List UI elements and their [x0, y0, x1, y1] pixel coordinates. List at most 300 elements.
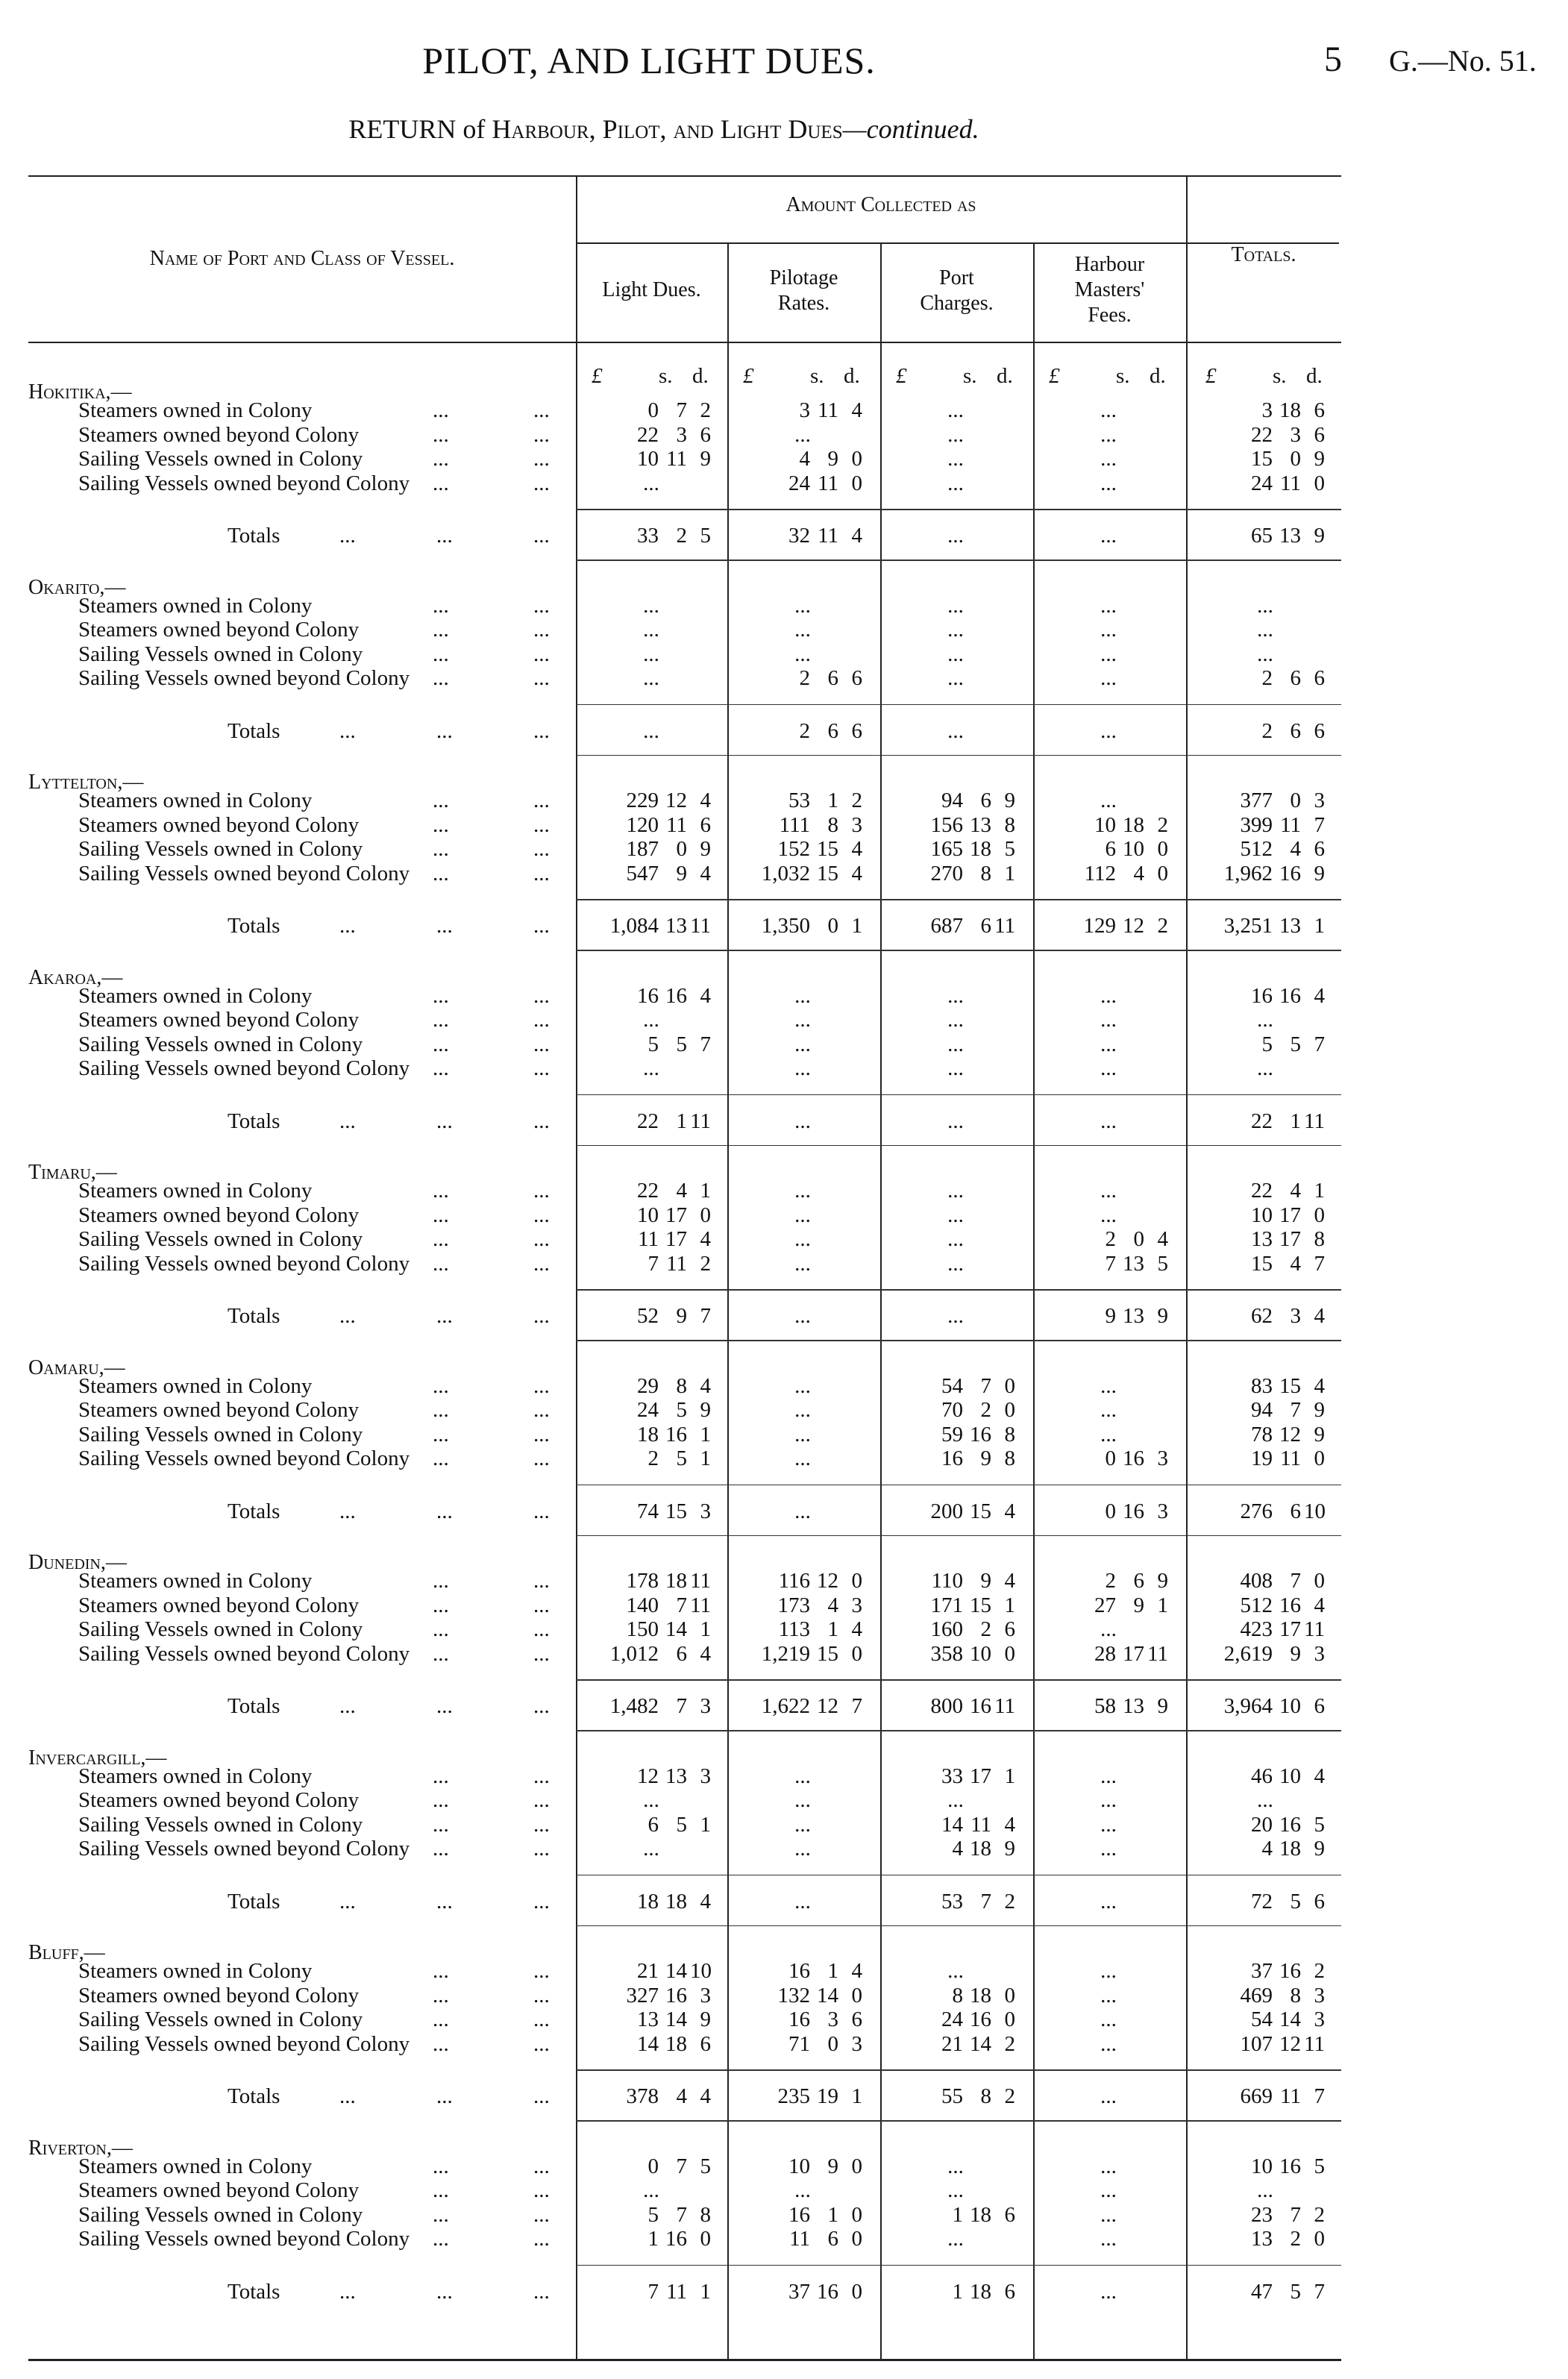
port-6-totals-pilot: [713, 1694, 862, 1720]
pence: 0: [1004, 1641, 1015, 1666]
pence: 4: [851, 861, 862, 886]
pence: 1: [1314, 1179, 1325, 1203]
shillings: 4: [1290, 837, 1301, 861]
port-5-totals-port: [866, 1499, 1015, 1525]
pence: 1: [1004, 1593, 1015, 1617]
pence: 0: [1314, 1203, 1325, 1227]
port-0-row-0-harbour-empty: ...: [1100, 398, 1117, 422]
header-bottom-rule: [28, 342, 1341, 343]
pounds: 70: [941, 1398, 963, 1422]
shillings: 7: [1290, 1398, 1301, 1422]
pence: 0: [1157, 861, 1168, 886]
shillings: 16: [1279, 2154, 1301, 2178]
pounds: 5: [1261, 1032, 1273, 1056]
shillings: 6: [1133, 1569, 1144, 1593]
pounds: 3,964: [1223, 1694, 1273, 1718]
shillings: 13: [1279, 914, 1301, 938]
port-9-row-0-light: [562, 2154, 711, 2180]
pence: 6: [700, 812, 711, 837]
pence: 10: [1304, 1499, 1326, 1523]
port-7-row-1-leader: ...: [433, 1788, 449, 1812]
port-9-row-0-vessel: Steamers owned in Colony: [78, 2154, 313, 2178]
port-7-row-3-vessel: Sailing Vessels owned beyond Colony: [78, 1837, 410, 1861]
shillings: 16: [817, 2279, 838, 2304]
port-4-row-1-leader: ...: [433, 1203, 449, 1227]
port-9-totals-leader: ...: [339, 2279, 356, 2304]
port-7-totals-leader: ...: [339, 1889, 356, 1913]
port-5-row-2-vessel: Sailing Vessels owned in Colony: [78, 1422, 363, 1446]
port-2-totals-pilot: [713, 914, 862, 939]
port-8-row-2-pilot: [713, 2007, 862, 2033]
port-0-row-3-harbour-empty: ...: [1100, 471, 1117, 495]
pence: 6: [851, 718, 862, 743]
port-5-row-0-light: [562, 1374, 711, 1399]
port-2-row-1-harbour: [1019, 813, 1168, 839]
port-0-totals-port-empty: ...: [947, 524, 964, 548]
port-4-totals-port-empty: ...: [947, 1304, 964, 1328]
pounds: 1,219: [761, 1641, 810, 1666]
subtitle-rest: Harbour, Pilot, and Light Dues: [492, 114, 843, 144]
shillings: 18: [970, 1837, 991, 1861]
port-2-totals-total: [1176, 914, 1325, 939]
pence: 11: [690, 1593, 711, 1617]
pence: 4: [1004, 1499, 1015, 1523]
pence: 11: [1304, 1617, 1325, 1641]
shillings: 18: [1123, 812, 1144, 837]
pounds: 20: [1251, 1812, 1273, 1837]
pence: 3: [851, 2031, 862, 2056]
pence: 1: [1314, 914, 1325, 938]
port-8-name: Bluff,—: [28, 1941, 105, 1964]
port-6-row-2-vessel: Sailing Vessels owned in Colony: [78, 1617, 363, 1641]
port-9-row-0-leader: ...: [433, 2154, 449, 2178]
shillings: 3: [1290, 422, 1301, 447]
port-9-row-3-leader: ...: [433, 2227, 449, 2251]
pence: 0: [1004, 1373, 1015, 1398]
port-5-row-1-port: [866, 1398, 1015, 1423]
pence: 4: [700, 861, 711, 886]
port-3-row-0-port-empty: ...: [947, 983, 964, 1008]
pence: 11: [994, 1694, 1015, 1718]
port-3-row-0-total: [1176, 984, 1325, 1009]
port-5-row-0-port: [866, 1374, 1015, 1399]
pounds: 469: [1240, 1983, 1273, 2007]
port-3-row-1-leader: ...: [433, 1008, 449, 1032]
port-3-row-2-pilot-empty: ...: [794, 1032, 811, 1056]
pounds: 22: [1251, 1179, 1273, 1203]
pounds: 24: [637, 1398, 659, 1422]
pounds: 62: [1251, 1304, 1273, 1328]
pence: 3: [700, 1764, 711, 1788]
port-3-totals-leader: ...: [339, 1109, 356, 1133]
port-0-row-1-pilot-empty: ...: [794, 422, 811, 447]
pounds: 1: [647, 2227, 659, 2251]
shillings: 14: [970, 2031, 991, 2056]
port-8-row-2-total: [1176, 2007, 1325, 2033]
shillings: 8: [980, 2084, 991, 2108]
shillings: 9: [676, 861, 687, 886]
port-9-totals-label: Totals: [228, 2279, 280, 2304]
port-0-row-1-leader-2: ...: [533, 422, 550, 447]
pence: 7: [1314, 2084, 1325, 2108]
port-2-totals-rule: [576, 899, 1341, 900]
port-2-totals-port: [866, 914, 1015, 939]
port-4-row-0-total: [1176, 1179, 1325, 1204]
shillings: 14: [817, 1983, 838, 2007]
pounds: 327: [626, 1983, 659, 2007]
pence: 4: [1314, 1764, 1325, 1788]
port-4-totals-light: [562, 1304, 711, 1329]
port-9-row-3-pilot: [713, 2227, 862, 2252]
page-title: PILOT, AND LIGHT DUES.: [422, 40, 876, 81]
shillings: 9: [827, 447, 838, 471]
port-0-row-3-port-empty: ...: [947, 471, 964, 495]
shillings: 2: [1290, 2227, 1301, 2251]
pence: 6: [1004, 2202, 1015, 2227]
pence: 11: [1304, 1109, 1325, 1133]
pounds: 0: [1105, 1446, 1116, 1470]
pounds: 53: [941, 1889, 963, 1913]
pence: 0: [851, 1641, 862, 1666]
port-7-row-0-light: [562, 1764, 711, 1790]
pounds: 21: [941, 2031, 963, 2056]
port-8-totals-leader: ...: [339, 2084, 356, 2108]
pence: 1: [700, 1422, 711, 1446]
shillings: 11: [666, 447, 687, 471]
shillings: 12: [817, 1694, 838, 1718]
shillings: 16: [1123, 1446, 1144, 1470]
pounds: 2: [799, 718, 810, 743]
port-1-row-2-total-empty: ...: [1257, 642, 1273, 666]
port-5-row-2-leader: ...: [433, 1422, 449, 1446]
port-1-row-1-vessel: Steamers owned beyond Colony: [78, 618, 360, 642]
port-4-row-1-light: [562, 1203, 711, 1229]
port-2-row-0-port: [866, 789, 1015, 814]
port-7-totals-pilot-empty: ...: [794, 1889, 811, 1913]
pence: 6: [1314, 1694, 1325, 1718]
port-1-row-1-light-empty: ...: [643, 618, 659, 642]
port-7-row-3-leader: ...: [433, 1837, 449, 1861]
col-header-pilotage: Pilotage Rates.: [769, 266, 838, 315]
port-2-section-rule: [576, 950, 1341, 951]
pence: 0: [700, 2227, 711, 2251]
pounds: 378: [626, 2084, 659, 2108]
port-5-row-0-vessel: Steamers owned in Colony: [78, 1373, 313, 1398]
shillings: 10: [970, 1641, 991, 1666]
pence: 7: [700, 1304, 711, 1328]
pounds: 19: [1251, 1446, 1273, 1470]
port-7-row-1-light-empty: ...: [643, 1788, 659, 1812]
shillings: 11: [818, 471, 838, 495]
pence: 3: [1157, 1446, 1168, 1470]
pounds: 2: [1105, 1227, 1116, 1251]
pence: 7: [1314, 2279, 1325, 2304]
port-7-row-0-total: [1176, 1764, 1325, 1790]
pounds: 65: [1251, 524, 1273, 548]
port-1-totals-harbour-empty: ...: [1100, 718, 1117, 743]
pence: 4: [700, 1641, 711, 1666]
port-6-row-2-leader-2: ...: [533, 1617, 550, 1641]
port-4-row-2-leader: ...: [433, 1227, 449, 1251]
pence: 2: [1157, 812, 1168, 837]
port-3-totals-total: [1176, 1109, 1325, 1135]
shillings: 3: [1290, 1304, 1301, 1328]
page-number: 5: [1324, 40, 1342, 79]
port-7-totals-harbour-empty: ...: [1100, 1889, 1117, 1913]
pence: 11: [1304, 2031, 1325, 2056]
pence: 0: [1314, 471, 1325, 495]
port-1-totals-light-empty: ...: [643, 718, 659, 743]
port-3-row-1-leader-2: ...: [533, 1008, 550, 1032]
unit-pence-light: d.: [692, 364, 709, 388]
port-1-row-0-light-empty: ...: [643, 593, 659, 618]
port-2-totals-leader: ...: [339, 914, 356, 938]
port-7-totals-port: [866, 1890, 1015, 1915]
pence: 9: [1157, 1304, 1168, 1328]
port-5-row-1-harbour-empty: ...: [1100, 1398, 1117, 1422]
port-3-row-2-harbour-empty: ...: [1100, 1032, 1117, 1056]
port-3-totals-port-empty: ...: [947, 1109, 964, 1133]
unit-shilling-harbour: s.: [1116, 364, 1130, 388]
port-6-row-1-vessel: Steamers owned beyond Colony: [78, 1593, 360, 1617]
port-9-row-3-harbour-empty: ...: [1100, 2227, 1117, 2251]
shillings: 6: [1290, 1499, 1301, 1523]
pounds: 187: [626, 837, 659, 861]
port-4-row-1-port-empty: ...: [947, 1203, 964, 1227]
port-5-totals-rule: [576, 1485, 1341, 1486]
port-8-totals-harbour-empty: ...: [1100, 2084, 1117, 2108]
pence: 7: [700, 1032, 711, 1056]
port-4-row-3-pilot-empty: ...: [794, 1251, 811, 1276]
port-8-row-0-light: [562, 1959, 711, 1984]
pounds: 111: [779, 812, 810, 837]
port-8-row-2-port: [866, 2007, 1015, 2033]
port-1-row-3-pilot: [713, 666, 862, 692]
port-5-totals-light: [562, 1499, 711, 1525]
shillings: 5: [1290, 1032, 1301, 1056]
pounds: 33: [941, 1764, 963, 1788]
pence: 2: [1004, 1889, 1015, 1913]
pounds: 132: [777, 1983, 810, 2007]
shillings: 13: [970, 812, 991, 837]
port-8-totals-pilot: [713, 2084, 862, 2110]
pounds: 116: [778, 1569, 810, 1593]
pence: 0: [700, 1203, 711, 1227]
port-1-totals-label: Totals: [228, 718, 280, 743]
port-7-row-3-pilot-empty: ...: [794, 1837, 811, 1861]
pounds: 46: [1251, 1764, 1273, 1788]
port-6-row-0-harbour: [1019, 1569, 1168, 1594]
port-8-row-1-leader-2: ...: [533, 1983, 550, 2007]
port-5-row-1-pilot-empty: ...: [794, 1398, 811, 1422]
port-7-row-3-light-empty: ...: [643, 1837, 659, 1861]
pounds: 15: [1251, 447, 1273, 471]
shillings: 7: [980, 1373, 991, 1398]
shillings: 2: [980, 1617, 991, 1641]
port-5-row-3-harbour: [1019, 1446, 1168, 1472]
port-4-row-3-harbour: [1019, 1252, 1168, 1277]
shillings: 17: [970, 1764, 991, 1788]
port-9-totals-light: [562, 2280, 711, 2305]
shillings: 16: [1279, 983, 1301, 1008]
port-4-row-0-leader: ...: [433, 1179, 449, 1203]
port-9-totals-port: [866, 2280, 1015, 2305]
port-7-row-2-pilot-empty: ...: [794, 1812, 811, 1837]
port-3-row-1-vessel: Steamers owned beyond Colony: [78, 1008, 360, 1032]
pounds: 173: [777, 1593, 810, 1617]
shillings: 1: [827, 1959, 838, 1983]
port-9-row-1-harbour-empty: ...: [1100, 2178, 1117, 2202]
port-8-totals-light: [562, 2084, 711, 2110]
col-header-name: Name of Port and Class of Vessel.: [149, 247, 455, 270]
port-0-totals-leader-2: ...: [436, 524, 453, 548]
unit-pence-harbour: d.: [1150, 364, 1166, 388]
shillings: 7: [1290, 1569, 1301, 1593]
shillings: 7: [980, 1889, 991, 1913]
pence: 4: [1314, 1373, 1325, 1398]
port-4-row-3-leader-2: ...: [533, 1251, 550, 1276]
shillings: 16: [665, 1983, 687, 2007]
port-4-totals-leader-2: ...: [436, 1304, 453, 1328]
pounds: 53: [788, 789, 810, 812]
port-5-row-0-leader: ...: [433, 1373, 449, 1398]
port-1-totals-pilot: [713, 719, 862, 745]
port-7-row-0-port: [866, 1764, 1015, 1790]
pounds: 3: [1261, 398, 1273, 422]
port-4-totals-label: Totals: [228, 1304, 280, 1328]
port-9-row-3-vessel: Sailing Vessels owned beyond Colony: [78, 2227, 410, 2251]
pence: 4: [851, 524, 862, 548]
port-0-totals-rule: [576, 509, 1341, 510]
pence: 0: [1314, 1446, 1325, 1470]
pounds: 6: [1105, 837, 1116, 861]
port-8-totals-rule: [576, 2069, 1341, 2071]
pounds: 24: [941, 2007, 963, 2031]
shillings: 6: [827, 718, 838, 743]
port-6-row-3-pilot: [713, 1642, 862, 1667]
pounds: 1,350: [761, 914, 810, 938]
shillings: 18: [970, 837, 991, 861]
port-9-row-2-leader: ...: [433, 2202, 449, 2227]
port-6-row-0-leader: ...: [433, 1569, 449, 1593]
pence: 0: [851, 2202, 862, 2227]
port-0-row-1-harbour-empty: ...: [1100, 422, 1117, 447]
port-4-row-0-leader-2: ...: [533, 1179, 550, 1203]
port-4-row-1-total: [1176, 1203, 1325, 1229]
pounds: 0: [1105, 1499, 1116, 1523]
pence: 8: [1004, 812, 1015, 837]
port-6-row-0-pilot: [713, 1569, 862, 1594]
shillings: 7: [1290, 2202, 1301, 2227]
port-3-row-0-vessel: Steamers owned in Colony: [78, 983, 313, 1008]
pence: 5: [700, 2154, 711, 2178]
pounds: 1,032: [761, 861, 810, 886]
port-0-row-1-light: [562, 423, 711, 448]
port-8-totals-label: Totals: [228, 2084, 280, 2108]
shillings: 13: [665, 914, 687, 938]
port-3-row-1-pilot-empty: ...: [794, 1008, 811, 1032]
subtitle-continued: —continued.: [842, 114, 979, 144]
port-1-totals-rule: [576, 704, 1341, 706]
col-header-light: Light Dues.: [602, 278, 701, 301]
pounds: 94: [941, 789, 963, 812]
pounds: 10: [1251, 2154, 1273, 2178]
pounds: 13: [637, 2007, 659, 2031]
pence: 0: [1004, 1398, 1015, 1422]
shillings: 7: [676, 1694, 687, 1718]
port-8-row-3-pilot: [713, 2032, 862, 2057]
shillings: 11: [1280, 1446, 1301, 1470]
port-2-row-3-vessel: Sailing Vessels owned beyond Colony: [78, 861, 410, 886]
port-3-row-2-light: [562, 1032, 711, 1058]
shillings: 14: [665, 2007, 687, 2031]
port-5-row-3-light: [562, 1446, 711, 1472]
port-8-section-rule: [576, 2120, 1341, 2122]
port-7-row-0-harbour-empty: ...: [1100, 1764, 1117, 1788]
port-5-row-3-total: [1176, 1446, 1325, 1472]
port-0-row-3-vessel: Sailing Vessels owned beyond Colony: [78, 471, 410, 495]
pence: 9: [1314, 524, 1325, 548]
port-9-row-3-light: [562, 2227, 711, 2252]
port-7-row-0-leader: ...: [433, 1764, 449, 1788]
pence: 6: [1004, 2279, 1015, 2304]
port-2-row-0-pilot: [713, 789, 862, 814]
pence: 11: [1147, 1641, 1168, 1666]
port-3-row-3-total-empty: ...: [1257, 1056, 1273, 1080]
pence: 0: [851, 471, 862, 495]
col-header-port: Port Charges.: [920, 266, 994, 315]
pounds: 7: [647, 2279, 659, 2304]
pence: 9: [1314, 1398, 1325, 1422]
shillings: 13: [665, 1764, 687, 1788]
pounds: 7: [1105, 1251, 1116, 1276]
shillings: 7: [676, 2154, 687, 2178]
pounds: 37: [1251, 1959, 1273, 1983]
shillings: 11: [818, 398, 838, 422]
pounds: 276: [1240, 1499, 1273, 1523]
pounds: 13: [1251, 2227, 1273, 2251]
pence: 1: [851, 2084, 862, 2108]
port-2-row-0-leader: ...: [433, 789, 449, 812]
port-8-row-0-leader-2: ...: [533, 1959, 550, 1983]
port-0-totals-label: Totals: [228, 524, 280, 548]
port-8-row-3-leader-2: ...: [533, 2031, 550, 2056]
shillings: 13: [1123, 1304, 1144, 1328]
pounds: 16: [1251, 983, 1273, 1008]
port-4-row-2-light: [562, 1227, 711, 1253]
pounds: 8: [952, 1983, 963, 2007]
port-0-totals-leader-3: ...: [533, 524, 550, 548]
port-3-row-3-leader-2: ...: [533, 1056, 550, 1080]
shillings: 3: [827, 2007, 838, 2031]
port-1-row-2-light-empty: ...: [643, 642, 659, 666]
port-9-row-2-pilot: [713, 2203, 862, 2228]
port-6-totals-port: [866, 1694, 1015, 1720]
port-0-row-2-light: [562, 447, 711, 472]
port-8-totals-port: [866, 2084, 1015, 2110]
port-3-row-1-harbour-empty: ...: [1100, 1008, 1117, 1032]
port-1-name: Okarito,—: [28, 575, 126, 599]
port-4-row-3-total: [1176, 1252, 1325, 1277]
pounds: 120: [626, 812, 659, 837]
pence: 7: [1314, 812, 1325, 837]
pounds: 1,962: [1223, 861, 1273, 886]
pence: 6: [700, 422, 711, 447]
port-4-row-3-vessel: Sailing Vessels owned beyond Colony: [78, 1251, 410, 1276]
pence: 3: [700, 1983, 711, 2007]
shillings: 5: [676, 1398, 687, 1422]
port-6-row-1-total: [1176, 1593, 1325, 1619]
